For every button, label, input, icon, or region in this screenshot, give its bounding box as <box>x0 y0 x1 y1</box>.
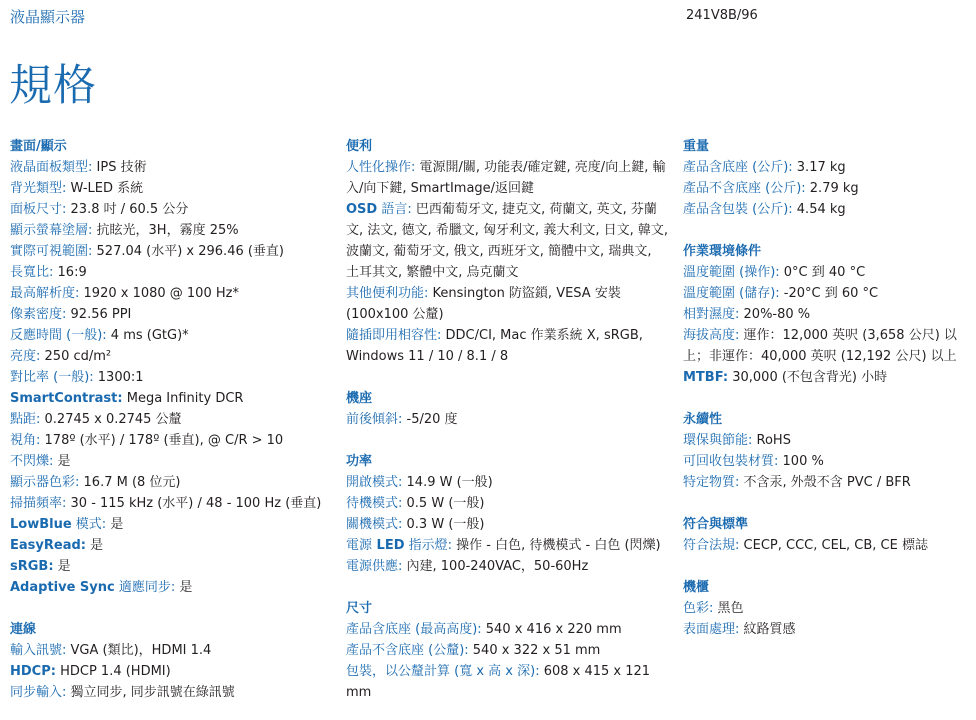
spec-value: -5/20 度 <box>402 412 458 427</box>
spec-row <box>683 430 973 451</box>
spec-row <box>346 514 668 535</box>
spec-label: 前後傾斜: <box>346 412 403 427</box>
spec-label: 溫度範圍 (儲存): <box>683 286 780 301</box>
spec-value: W-LED 系統 <box>66 181 144 196</box>
spec-label-bold: MTBF: <box>683 370 729 385</box>
spec-value: 4 ms (GtG)* <box>106 328 189 343</box>
spec-row <box>10 661 330 682</box>
spec-row <box>683 367 973 388</box>
spec-label: 待機模式: <box>346 496 403 511</box>
spec-value: 是 <box>106 517 124 532</box>
spec-label-bold: LowBlue <box>10 517 72 532</box>
spec-value: 4.54 kg <box>792 202 846 217</box>
spec-label: 對比率 (一般): <box>10 370 94 385</box>
spec-row <box>346 661 668 703</box>
spec-label: 反應時間 (一般): <box>10 328 107 343</box>
spec-label-bold: Adaptive Sync <box>10 580 115 595</box>
spec-label: 電源供應: <box>346 559 403 574</box>
spec-value: 30,000 (不包含背光) 小時 <box>728 370 888 385</box>
spec-value: 是 <box>53 559 71 574</box>
spec-column-1 <box>10 136 330 703</box>
section-title: 機座 <box>346 391 373 406</box>
spec-label: 電源 <box>346 538 373 553</box>
section-title: 功率 <box>346 454 373 469</box>
spec-label: 產品不含底座 (公斤): <box>683 181 806 196</box>
section-spacer <box>10 598 330 619</box>
spec-label-bold: OSD <box>346 202 378 217</box>
section-title: 畫面/顯示 <box>10 139 67 154</box>
spec-value: 608 x 415 x 121 mm <box>346 664 651 700</box>
spec-row <box>683 619 973 640</box>
spec-row <box>10 640 330 661</box>
spec-row <box>683 535 973 556</box>
spec-value: 抗眩光，3H，霧度 25% <box>92 223 239 238</box>
spec-row <box>346 409 668 430</box>
spec-row <box>683 304 973 325</box>
spec-row <box>10 178 330 199</box>
spec-row <box>346 493 668 514</box>
spec-row <box>10 451 330 472</box>
spec-column-2 <box>346 136 668 703</box>
spec-value: 250 cd/m² <box>40 349 112 364</box>
spec-column-3 <box>683 136 973 640</box>
spec-row <box>346 535 668 556</box>
spec-value: 3.17 kg <box>792 160 846 175</box>
spec-row <box>10 304 330 325</box>
spec-label: 輸入訊號: <box>10 643 67 658</box>
spec-value: 16.7 M (8 位元) <box>79 475 181 490</box>
spec-label: 色彩: <box>683 601 714 616</box>
spec-value: DDC/CI, Mac 作業系統 X, sRGB, Windows 11 / 10 / 8.1 / 8 <box>346 328 643 364</box>
spec-row <box>346 640 668 661</box>
section-title: 作業環境條件 <box>683 244 762 259</box>
spec-value: 0.5 W (一般) <box>402 496 485 511</box>
spec-value: 不含汞, 外殼不含 PVC / BFR <box>739 475 911 490</box>
spec-value: 是 <box>175 580 193 595</box>
spec-label-suffix: 語言: <box>377 202 412 217</box>
section-spacer <box>346 577 668 598</box>
spec-row <box>346 325 668 367</box>
spec-row <box>683 262 973 283</box>
spec-value: 92.56 PPI <box>66 307 132 322</box>
spec-value: VGA (類比)，HDMI 1.4 <box>66 643 212 658</box>
spec-row <box>683 178 973 199</box>
spec-label: 不閃爍: <box>10 454 54 469</box>
spec-label: 開啟模式: <box>346 475 403 490</box>
spec-row <box>346 472 668 493</box>
section-title: 便利 <box>346 139 373 154</box>
spec-label: 顯示器色彩: <box>10 475 80 490</box>
spec-label: 實際可視範圍: <box>10 244 93 259</box>
spec-row <box>10 325 330 346</box>
spec-label: 特定物質: <box>683 475 740 490</box>
spec-row <box>10 493 330 514</box>
spec-value: Mega Infinity DCR <box>122 391 244 406</box>
spec-value: 運作：12,000 英呎 (3,658 公尺) 以上；非運作：40,000 英呎 (12,192 公尺) 以上 <box>683 328 957 364</box>
spec-value: Kensington 防盜鎖, VESA 安裝 (100x100 公釐) <box>346 286 621 322</box>
spec-label-bold: HDCP: <box>10 664 56 679</box>
category-label: 液晶顯示器 <box>10 8 86 26</box>
spec-value: 540 x 416 x 220 mm <box>481 622 622 637</box>
spec-row <box>683 451 973 472</box>
spec-row <box>346 283 668 325</box>
spec-value: 紋路質感 <box>739 622 796 637</box>
spec-label: 隨插即用相容性: <box>346 328 442 343</box>
spec-value: 16:9 <box>53 265 87 280</box>
spec-row <box>683 472 973 493</box>
section-title: 機櫃 <box>683 580 710 595</box>
spec-value: 電源開/關, 功能表/確定鍵, 亮度/向上鍵, 輸入/向下鍵, SmartImage/返回鍵 <box>346 160 666 196</box>
spec-value: 20%-80 % <box>739 307 811 322</box>
spec-label: 產品含底座 (最高高度): <box>346 622 482 637</box>
spec-value: 0°C 到 40 °C <box>779 265 866 280</box>
spec-value: 0.3 W (一般) <box>402 517 485 532</box>
spec-label-bold: sRGB: <box>10 559 54 574</box>
section-title: 符合與標準 <box>683 517 749 532</box>
spec-value: 黑色 <box>713 601 744 616</box>
spec-label: 像素密度: <box>10 307 67 322</box>
spec-row <box>10 430 330 451</box>
spec-value: 14.9 W (一般) <box>402 475 493 490</box>
spec-label: 產品不含底座 (公釐): <box>346 643 469 658</box>
spec-value: 23.8 吋 / 60.5 公分 <box>66 202 189 217</box>
spec-row <box>346 157 668 199</box>
spec-label: 產品含包裝 (公斤): <box>683 202 793 217</box>
spec-value: CECP, CCC, CEL, CB, CE 標誌 <box>739 538 928 553</box>
spec-label: 可回收包裝材質: <box>683 454 779 469</box>
spec-value: IPS 技術 <box>92 160 147 175</box>
spec-value: RoHS <box>752 433 791 448</box>
spec-label-suffix: 模式: <box>71 517 107 532</box>
spec-label: 顯示螢幕塗層: <box>10 223 93 238</box>
spec-value: 2.79 kg <box>805 181 859 196</box>
section-spacer <box>683 220 973 241</box>
spec-row <box>10 514 330 535</box>
spec-row <box>683 325 973 367</box>
spec-label: 相對濕度: <box>683 307 740 322</box>
spec-value: 0.2745 x 0.2745 公釐 <box>40 412 182 427</box>
spec-row <box>10 388 330 409</box>
section-title: 重量 <box>683 139 710 154</box>
spec-value: 1920 x 1080 @ 100 Hz* <box>79 286 239 301</box>
spec-row <box>683 598 973 619</box>
spec-label: 視角: <box>10 433 41 448</box>
spec-label: 人性化操作: <box>346 160 416 175</box>
spec-row <box>346 619 668 640</box>
spec-row <box>10 535 330 556</box>
section-spacer <box>346 367 668 388</box>
model-number: 241V8B/96 <box>686 8 758 23</box>
spec-label: 產品含底座 (公斤): <box>683 160 793 175</box>
spec-row <box>346 556 668 577</box>
spec-label: 同步輸入: <box>10 685 67 700</box>
spec-value: HDCP 1.4 (HDMI) <box>55 664 171 679</box>
spec-label-bold: SmartContrast: <box>10 391 123 406</box>
spec-label: 關機模式: <box>346 517 403 532</box>
spec-label: 長寬比: <box>10 265 54 280</box>
section-spacer <box>683 388 973 409</box>
spec-row <box>10 556 330 577</box>
spec-row <box>10 262 330 283</box>
spec-label: 表面處理: <box>683 622 740 637</box>
spec-value: 內建, 100-240VAC，50-60Hz <box>402 559 589 574</box>
section-title: 連線 <box>10 622 37 637</box>
section-spacer <box>683 556 973 577</box>
spec-value: 巴西葡萄牙文, 捷克文, 荷蘭文, 英文, 芬蘭文, 法文, 德文, 希臘文, 匈牙利文, 義大利文, 日文, 韓文, 波蘭文, 葡萄牙文, 俄文, 西班牙文, 簡體中文, 瑞典文, 土耳其文, 繁體中文, 烏克蘭文 <box>346 202 668 280</box>
spec-row <box>10 472 330 493</box>
spec-label: 溫度範圍 (操作): <box>683 265 780 280</box>
spec-row <box>10 199 330 220</box>
spec-value: 獨立同步, 同步訊號在綠訊號 <box>66 685 235 700</box>
spec-label-suffix: 指示燈: <box>404 538 453 553</box>
section-spacer <box>683 493 973 514</box>
spec-row <box>10 157 330 178</box>
section-title: 尺寸 <box>346 601 373 616</box>
spec-value: 30 - 115 kHz (水平) / 48 - 100 Hz (垂直) <box>66 496 322 511</box>
spec-row <box>683 157 973 178</box>
spec-label: 海拔高度: <box>683 328 740 343</box>
spec-label-bold: EasyRead: <box>10 538 86 553</box>
spec-value: 527.04 (水平) x 296.46 (垂直) <box>92 244 285 259</box>
spec-row <box>10 682 330 703</box>
spec-row <box>10 367 330 388</box>
spec-value: 100 % <box>778 454 824 469</box>
spec-row <box>10 241 330 262</box>
spec-label: 背光類型: <box>10 181 67 196</box>
spec-label: 掃描頻率: <box>10 496 67 511</box>
spec-value: 是 <box>53 454 71 469</box>
spec-row <box>10 283 330 304</box>
spec-label: 亮度: <box>10 349 41 364</box>
spec-value: 178º (水平) / 178º (垂直), @ C/R > 10 <box>40 433 284 448</box>
section-title: 永續性 <box>683 412 723 427</box>
spec-row <box>683 199 973 220</box>
spec-label: 包裝，以公釐計算 (寬 x 高 x 深): <box>346 664 540 679</box>
spec-row <box>10 577 330 598</box>
spec-row <box>10 409 330 430</box>
spec-row <box>683 283 973 304</box>
spec-label: 符合法規: <box>683 538 740 553</box>
spec-label: 最高解析度: <box>10 286 80 301</box>
spec-row <box>10 346 330 367</box>
page-title: 規格 <box>9 61 97 111</box>
spec-label: 液晶面板類型: <box>10 160 93 175</box>
spec-value: 是 <box>85 538 104 553</box>
spec-label: 面板尺寸: <box>10 202 67 217</box>
section-spacer <box>346 430 668 451</box>
spec-value: 操作 - 白色, 待機模式 - 白色 (閃爍) <box>452 538 661 553</box>
spec-value: 1300:1 <box>93 370 144 385</box>
spec-label-bold: LED <box>372 538 405 553</box>
spec-label: 環保與節能: <box>683 433 753 448</box>
spec-row <box>346 199 668 283</box>
spec-label: 點距: <box>10 412 41 427</box>
spec-value: -20°C 到 60 °C <box>779 286 879 301</box>
spec-label: 其他便利功能: <box>346 286 429 301</box>
spec-value: 540 x 322 x 51 mm <box>468 643 601 658</box>
spec-row <box>10 220 330 241</box>
spec-label-suffix: 適應同步: <box>114 580 176 595</box>
